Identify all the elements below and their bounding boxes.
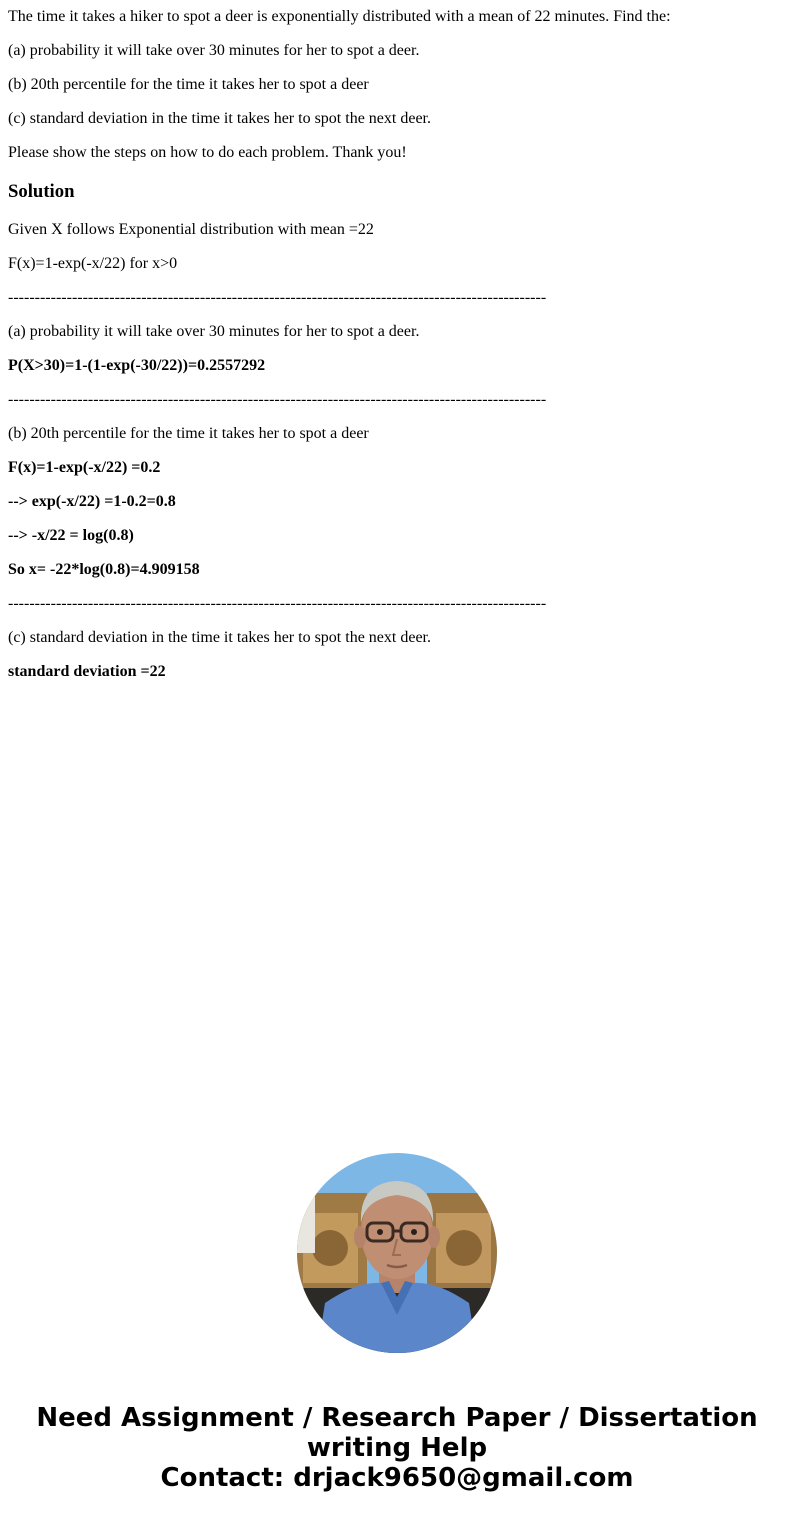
solution-cdf: F(x)=1-exp(-x/22) for x>0	[8, 255, 178, 272]
solution-a-label: (a) probability it will take over 30 minutes for her to spot a deer.	[8, 323, 420, 340]
divider: -----------------------------------------------------------------------------------------------------	[8, 595, 547, 612]
divider: -----------------------------------------------------------------------------------------------------	[8, 289, 547, 306]
solution-given: Given X follows Exponential distribution with mean =22	[8, 221, 374, 238]
solution-heading: Solution	[8, 181, 75, 202]
question-part-a: (a) probability it will take over 30 minutes for her to spot a deer.	[8, 42, 420, 59]
solution-b-label: (b) 20th percentile for the time it takes her to spot a deer	[8, 425, 369, 442]
solution-b-step1: F(x)=1-exp(-x/22) =0.2	[8, 459, 161, 476]
solution-c-answer: standard deviation =22	[8, 663, 166, 680]
divider: -----------------------------------------------------------------------------------------------------	[8, 391, 547, 408]
question-intro: The time it takes a hiker to spot a deer is exponentially distributed with a mean of 22 minutes. Find the:	[8, 8, 671, 25]
promo-line-2: writing Help	[306, 1433, 488, 1463]
promo-banner	[0, 1403, 794, 1493]
solution-b-step3: --> -x/22 = log(0.8)	[8, 527, 134, 544]
question-part-c: (c) standard deviation in the time it takes her to spot the next deer.	[8, 110, 431, 127]
question-part-b: (b) 20th percentile for the time it takes her to spot a deer	[8, 76, 369, 93]
solution-b-step2: --> exp(-x/22) =1-0.2=0.8	[8, 493, 176, 510]
person-photo-icon	[297, 1153, 497, 1353]
question-request: Please show the steps on how to do each problem. Thank you!	[8, 144, 407, 161]
promo-contact: Contact: drjack9650@gmail.com	[160, 1463, 634, 1493]
solution-a-answer: P(X>30)=1-(1-exp(-30/22))=0.2557292	[8, 357, 266, 374]
avatar	[297, 1153, 497, 1353]
solution-c-label: (c) standard deviation in the time it takes her to spot the next deer.	[8, 629, 431, 646]
promo-line-1: Need Assignment / Research Paper / Dissertation	[36, 1403, 758, 1433]
solution-b-step4: So x= -22*log(0.8)=4.909158	[8, 561, 200, 578]
